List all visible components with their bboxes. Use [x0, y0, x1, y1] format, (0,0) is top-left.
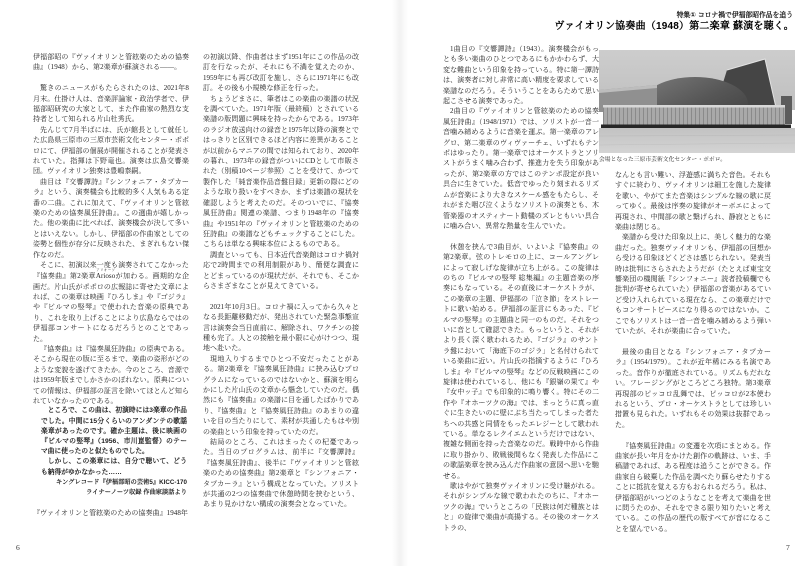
- article-headline: ヴァイオリン協奏曲（1948）第二楽章 蘇演を聴く。: [554, 21, 794, 32]
- quote-source-line: キングレコード『伊福部昭の芸術5』KICC-170: [55, 478, 187, 486]
- paragraph: 歌はやがて独奏ヴァイオリンに受け継がれる。それがシンプルな線で歌われたのちに、『オホーツクの海』でいうところの「民族は何だ種族とはと」の旋律で楽曲が高揚する。その後のオーケストラの、: [443, 482, 599, 532]
- photo-caption: 会場となった三原市芸術文化センター・ポポロ。: [599, 157, 727, 163]
- left-page-column-2: [203, 52, 359, 551]
- ruby-base: Arioso: [95, 272, 116, 281]
- paragraph: 現地入りするまでひとつ不安だったことがある。第2楽章を『協奏風狂詩曲』に挟み込むプログラムになっているのではないかと、蘇演を明らかにした片山氏の文章から懸念していたのだ。偶然にも『協奏曲』の楽譜に目を通したばかりであり、『協奏曲』と『協奏風狂詩曲』のあまりの違いを目の当たりにして、素材が共通したもはや別の楽曲という印象を持っていたのだ。: [203, 354, 359, 436]
- paragraph: 曲目は『交響譚詩』『シンフォニア・タプカーラ』という、演奏機会も比較的多く人気もある定番の二曲。これに加えて、『ヴァイオリンと管絃楽のための協奏風狂詩曲』。この選曲が嬉しかった。他の楽曲に比べれば、演奏機会が決して多いとはいえない。しかし、伊福部の作曲家としての姿勢と個性が存分に反映された、まぎれもない傑作なのだ。: [33, 177, 189, 259]
- page-number-left: 6: [16, 543, 20, 552]
- page-number-right: 7: [786, 543, 790, 552]
- paragraph-text: そこに、初演以来一度も演奏されてこなかった『協奏曲』第2楽章: [33, 261, 189, 281]
- paragraph-continuation: の初演以降、作曲者はまず1951年にこの作品の改訂を行なったが、それにも不満を覚えたのか、1959年にも再び改訂を施し、さらに1971年にも改訂。その後も小規模な修正を行った。: [203, 53, 359, 93]
- paragraph: 『協奏曲』は『協奏風狂詩曲』の原典である。そこから現在の版に至るまで、楽曲の姿形がどのような変貌を遂げてきたか。今のところ、音源では1959年版までしかさかのぼれない。原典についての情報は、伊福部の証言を除いてほとんど知られていなかったのである。: [33, 344, 189, 405]
- ruby-arioso: [95, 268, 116, 281]
- paragraph: 驚きのニュースがもたらされたのは、2021年8月末。仕掛け人は、音楽評論家・政治学者で、伊福部昭研究の大家として、また作曲家の熱烈な支持者として知られる片山杜秀氏。: [33, 84, 189, 124]
- paragraph: 楽譜から受けた印象以上に、美しく魅力的な楽曲だった。独奏ヴァイオリンも、伊福部の回想から受ける印象ほどくどさは感じられない。発表当時は批判にさらされたようだが（たとえば東宝交響楽団の機関紙『シンフォニー』読者投稿欄でも批判が寄せられていた）伊福部の音楽があるていど受け入れられている現在なら、この楽章だけでもコンサートピースになり得るのではないか。ここでもソリストは一音一音を噛み締めるよう弾いていたが、それが楽曲に合っていた。: [615, 233, 771, 336]
- paragraph: 調査といっても、日本近代音楽館はコロナ禍対応で2時間までの利用制限があり、簡便な調査にとどまっているのが現状だが、それでも、そこからさまざまなことが見えてきている。: [203, 250, 359, 290]
- paragraph: 1曲目の『交響譚詩』（1943）。演奏機会がもっとも多い楽曲のひとつであるにもかかわらず、大変な難曲という印象を持っている。特に第一譚詩は、演奏者に対し非常に高い精度を要求している楽譜なのだろう。そういうことをあらためて思い起こさせる演奏であった。: [443, 45, 599, 106]
- paragraph: 最後の曲目となる『シンフォニア・タプカーラ』（1954/1979）。これが近年稀にみる名演であった。音作りが徹底されている。リズムもだれない。フレージングがところどころ独特。第3楽章再現部のピッコロ乱舞では、ピッコロが2本使われるという、プロ・オーケストラとしては珍しい措置も見られた。いずれもその効果は抜群であった。: [615, 347, 771, 429]
- quote-paragraph: しかし、この楽章には、自分で聴いて、どうも納得がゆかなかった……: [41, 458, 187, 476]
- quote-paragraph: ところで、この曲は、初演時には3楽章の作品でした。中間に15分くらいのアンダンテの歌謡楽章があったのです。確か主題は、後に映画の『ビルマの竪琴』（1956、市川崑監督）のテーマ曲に使ったのと似たものでした。: [41, 407, 187, 456]
- section-start-paragraph: 『ヴァイオリンと管絃楽のための協奏曲』1948年: [33, 509, 188, 518]
- feature-kicker: 特集① コロナ禍で伊福部昭作品を追う: [676, 12, 793, 19]
- paragraph: 先んじて7月半ばには、氏が館長として就任した広島県三原市の三原市芸術文化センター・ポポロにて、伊福部の個展が開催されることが発表されていた。指揮は下野竜也。演奏は広島交響楽団。ヴァイオリン独奏は豊嶋泰嗣。: [33, 125, 189, 176]
- page-gutter-shadow: [392, 0, 408, 566]
- quote-source-line: ライナーノーツ収録 作曲家談話より: [86, 488, 187, 496]
- paragraph: 結局のところ、これはまったくの杞憂であった。当日のプログラムは、前半に『交響譚詩』『協奏風狂詩曲』、後半に『ヴァイオリンと管絃楽のための協奏曲』第2楽章と『シンフォニア・タプカーラ』という構成となっていた。ソリストが共通の2つの協奏曲で休憩時間を挟むという、あまり見かけない構成の演奏会となっていた。: [203, 438, 359, 509]
- ruby-reading: アリオーソ: [95, 268, 116, 273]
- paragraph-text: が加わる。画期的な企画だ。片山氏がポポロの広報誌に寄せた文章によれば、この楽章は映画『ひろしま』や『ゴジラ』や『ビルマの竪琴』で使われた音楽の原典であり、これを取り上げることにより広島ならではの伊福部コンサートになるだろうとのことであった。: [33, 272, 189, 343]
- venue-photo-illustration: [599, 50, 795, 153]
- paragraph: [33, 260, 189, 344]
- right-page-column-1: [443, 44, 599, 551]
- paragraph: 『協奏風狂詩曲』の変遷を次項にまとめる。作曲家が長い年月をかけた創作の軌跡は、いま、手稿譜であれば、ある程度は追うことができる。作曲家自ら破棄した作品を調べたり蘇らせたりすることに抵抗を覚える方もおられるだろう。私は、伊福部昭がいつどのようなことを考えて楽曲を世に問うたのか、それをできる限り知りたいと考えている。この作品の歴代の版すべてが音になることを望んでいる。: [615, 441, 771, 533]
- paragraph-continuation: なんとも言い難い、浮遊感に満ちた音色。それもすぐに終わり、ヴァイオリンは細工を施した旋律を歌い、やがてまた音楽はシンプルな線の歌に戻ってゆく。最後は序奏の旋律がオーボエによって再現され、中間部の歌と繋げられ、静寂とともに楽曲は閉じる。: [615, 171, 771, 232]
- right-page-column-2: [615, 170, 771, 551]
- paragraph: 2021年10月3日。コロナ禍に入ってから久々となる長距離移動だが、発出されていた緊急事態宣言は演奏会当日直前に、解除され、ワクチンの接種も完了。人との接触を最小限に心がけつつ、現地へ赴いた。: [203, 302, 359, 353]
- left-page-column-1: [33, 52, 189, 551]
- paragraph: 休憩を挟んで3曲目が、いよいよ『協奏曲』の第2楽章。弦のトレモロの上に、コールアングレによって寂しげな旋律が立ち上がる。この旋律はのちの『ビルマの竪琴 総集編』の主題音楽の序奏にもなっている。その直後にオーケストラが、この楽章の主題、伊福部の「泣き節」をストレートに歌い始める。伊福部の証言にもあった、『ビルマの竪琴』の主題曲と同一のものだ。それをついに音として確認できた。もっというと、それがより長く深く歌われるため、『ゴジラ』のサントラ盤において「海底下のゴジラ」と名付けられている楽曲に近い。片山氏の指摘するように『ひろしま』や『ビルマの竪琴』などの反戦映画にこの旋律は使われているし、他にも『銀嶺の果て』や『女中ッ子』でも印象的に鳴り響く。特にその二作や『オホーツクの海』では、まっとうに真っ直ぐに生きたいのに壁にぶち当たってしまった者たちへの共感と同情をもったエレジーとして歌われている。単なるレクイエムというだけではない、複雑な側面を持った音楽なのだ。戦時中から作曲に取り掛かり、敗戦後間もなく発表した作品にこの歌謡楽章を挟み込んだ作曲家の意図へ思いを馳せる。: [443, 242, 599, 480]
- paragraph: ちょうどまさに、筆者はこの楽曲の楽譜の状況を調べていた。1971年版（最終稿）とされている楽譜の版問題に興味を持ったからである。1973年のラジオ放送向けの録音と1975年以降の演奏とではっきりと区別できるほど内容に差異があることが以前からマニアの間では知られており、2020年の暮れ、1973年の録音がついにCDとして市販された（別稿10ページ参照）ことを受けて、かつて製作した「純音楽作品音盤目録」更新の際にどのような取り扱いをすべきか、まずは楽譜の現状を確認しようと考えたのだ。そのついでに、『協奏風狂詩曲』関連の楽譜、つまり1948年の『協奏曲』や1951年の『ヴァイオリンと管絃楽のための狂詩曲』の楽譜などもチェックすることにした。こちらは単なる興味本位によるものである。: [203, 94, 359, 249]
- paragraph: 2曲目の『ヴァイオリンと管絃楽のための協奏風狂詩曲』（1948/1971）では、ソリストが一音一音噛み締めるように音楽を運ぶ。第一楽章のアレグロ、第二楽章のヴィヴァーチェ、いずれもテンポはゆったり。第一楽章ではオーケストラとソリストがうまく噛み合わず、推進力を失う印象があったが、第2楽章の方ではこのテンポ設定が良い具合に生きていた。低音でゆったり刻まれるリズムが音楽により大きなスケール感をもたらし、それがまた咽び泣くようなソリストの演奏とも、木管楽器のオスティナート動機のズレともいい具合に噛み合い、異常な熱量を生んでいた。: [443, 107, 599, 230]
- composer-quote-block: [33, 406, 189, 477]
- article-lead: 伊福部昭の『ヴァイオリンと管絃楽のための協奏曲』（1948）から、第2楽章が蘇演される——。: [33, 53, 189, 72]
- venue-photo: [599, 50, 795, 153]
